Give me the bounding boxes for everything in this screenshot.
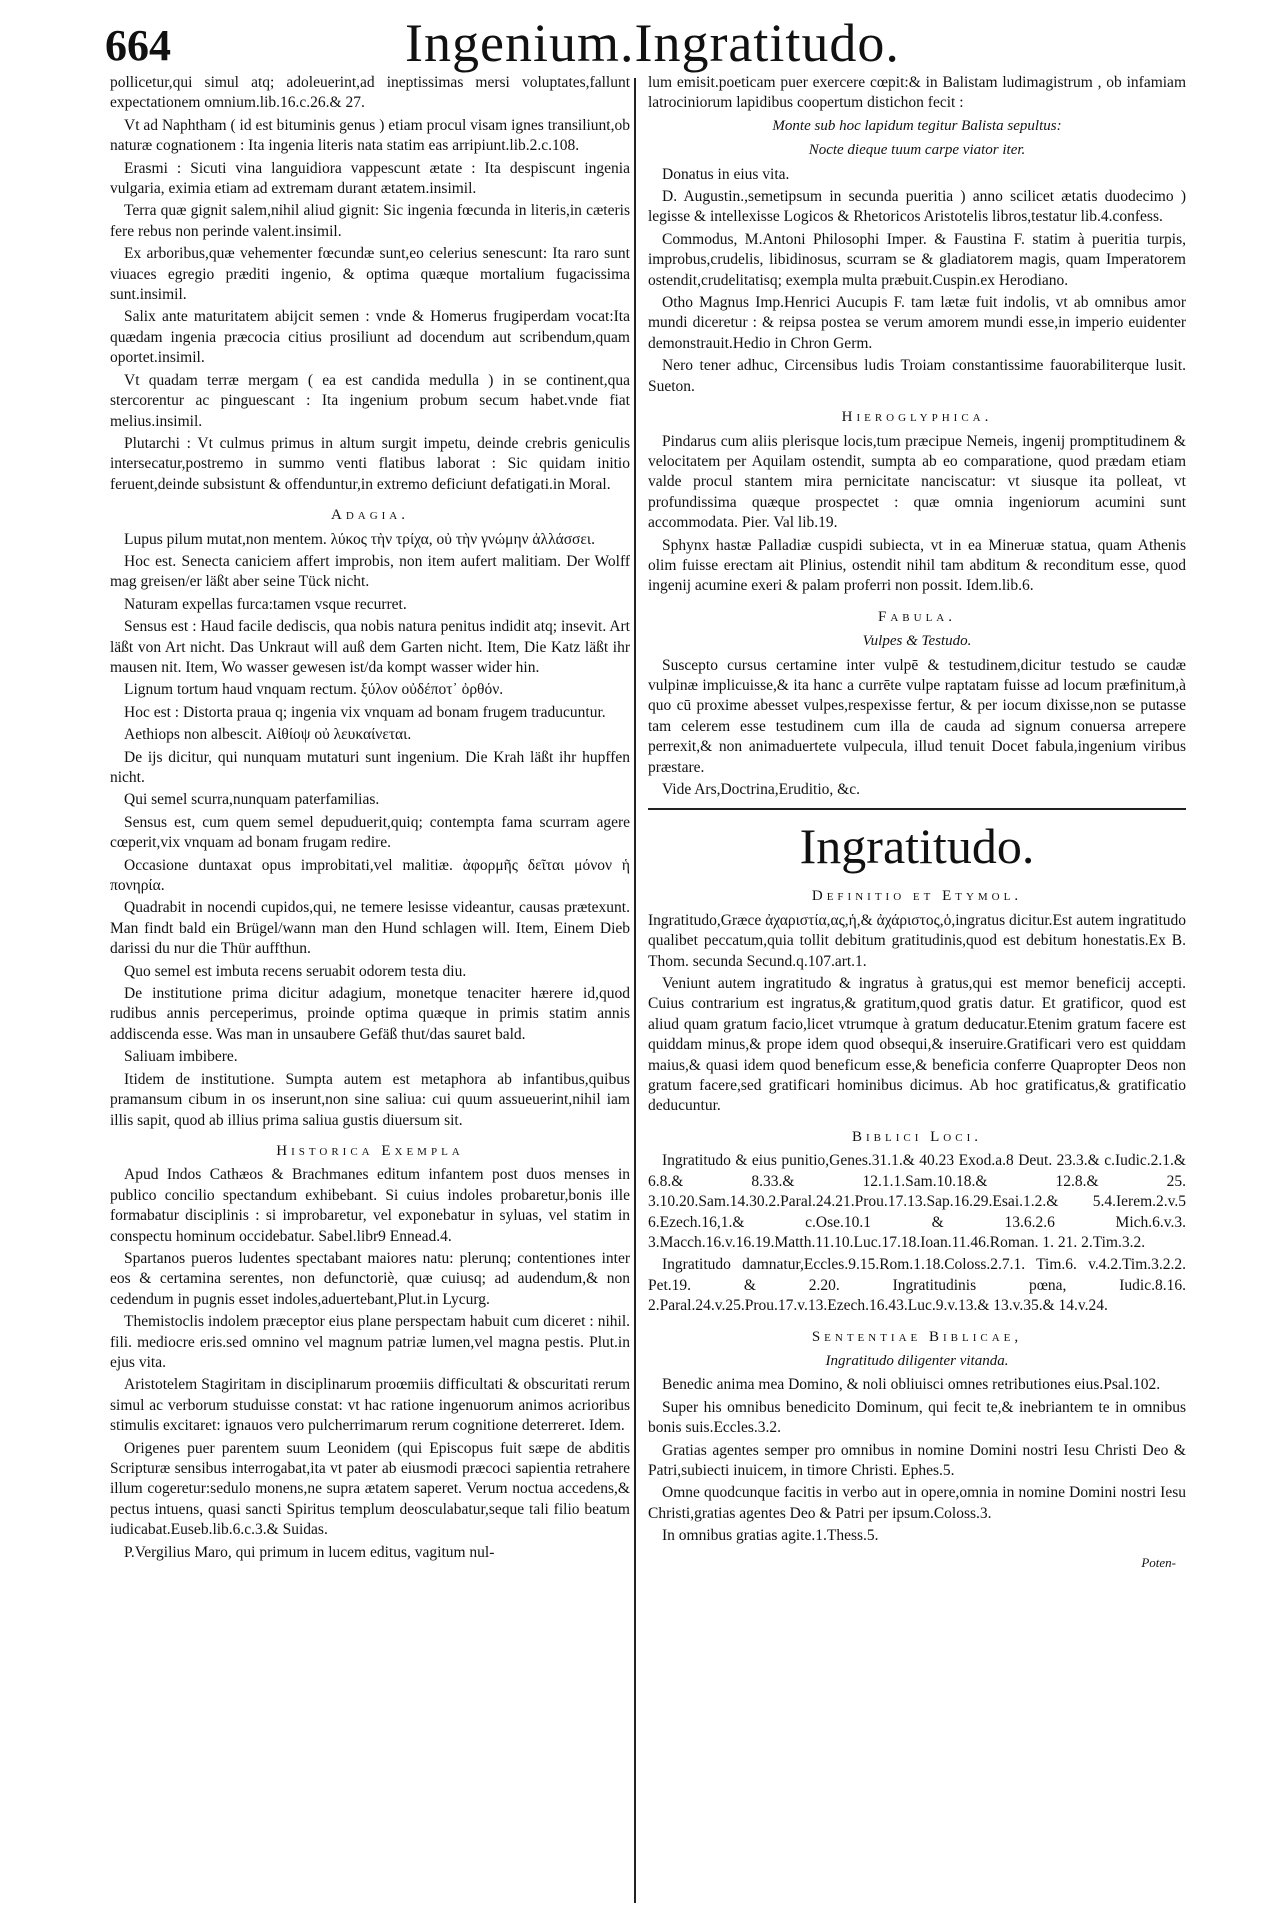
- section-heading-sententiae: Sententiae Biblicae,: [811, 1328, 1023, 1345]
- right-column: [648, 73, 1186, 1903]
- paragraph: Vt quadam terræ mergam ( ea est candida medulla ) in se continent,qua stercorentur ac pinguescant : Ita ingenium probum secum habet.vnde fiat melius.insimil.: [110, 371, 630, 430]
- section-subheading: Vulpes & Testudo.: [862, 633, 972, 650]
- paragraph: Vide Ars,Doctrina,Eruditio, &c.: [662, 781, 860, 798]
- paragraph: Erasmi : Sicuti vina languidiora vappescunt ætate : Ita despiscunt ingenia vulgaria, eximia etiam ad extremam durant ætatem.insimil.: [110, 159, 630, 198]
- paragraph: Omne quodcunque facitis in verbo aut in opere,omnia in nomine Domini nostri Iesu Christi,gratias agentes Deo & Patri per ipsum.Coloss.3.: [648, 1484, 1186, 1522]
- catchword: Poten-: [1141, 1554, 1176, 1570]
- section-heading-adagia: Adagia.: [330, 507, 410, 524]
- paragraph: Itidem de institutione. Sumpta autem est metaphora ab infantibus,quibus pramansum cibum in os inserunt,non sine saliua: cui quum assueuerint,nihil iam illis sapit, quod ab illius prima saliua gustis diuersum sit.: [110, 1070, 630, 1129]
- paragraph: Otho Magnus Imp.Henrici Aucupis F. tam lætæ fuit indolis, vt ab omnibus amor mundi diceretur : & reipsa postea se verum amorem mundi esse,in imperio euidenter demonstrauit.Hedio in Chron Germ.: [648, 294, 1186, 352]
- paragraph: Pindarus cum aliis plerisque locis,tum præcipue Nemeis, ingenij promptitudinem & velocitatem per Aquilam ostendit, sumpta ab eo comparatione, quod prædam etiam valde procul stantem mira pernicitate nanciscatur: vt siusque ita polleat, vt profundissima quæque prospectet : quæ omnia ingeniorum acumini sunt accommodata. Pier. Val lib.19.: [648, 432, 1186, 532]
- paragraph: Aethiops non albescit. Αἰθίοψ οὐ λευκαίνεται.: [124, 726, 412, 744]
- column-divider: [634, 78, 636, 1903]
- paragraph: Hoc est. Senecta caniciem affert improbis, non item aufert malitiam. Der Wolff mag greisen/er läßt aber seine Tück nicht.: [110, 552, 630, 591]
- section-rule: [648, 808, 1186, 810]
- paragraph: Sphynx hastæ Palladiæ cuspidi subiecta, vt in ea Mineruæ statua, quam Athenis olim fuisse erectam ait Plinius, ostendit nihil tam abditum & reconditum esse, quod ingenij acumine exeri & palam proferri non possit. Idem.lib.6.: [648, 536, 1186, 595]
- paragraph: Super his omnibus benedicito Dominum, qui fecit te,& inebriantem te in omnibus bonis suis.Eccles.3.2.: [648, 1398, 1186, 1437]
- paragraph: D. Augustin.,semetipsum in secunda pueritia ) anno scilicet ætatis duodecimo ) legisse & intellexisse Logicos & Rhetoricos Aristotelis libros,testatur lib.4.confess.: [648, 188, 1186, 226]
- verse-line: Nocte dieque tuum carpe viator iter.: [808, 142, 1026, 159]
- section-heading-biblici: Biblici Loci.: [852, 1128, 982, 1145]
- paragraph: Ingratitudo,Græce ἀχαριστία,ας,ἡ,& ἀχάριστος,ὁ,ingratus dicitur.Est autem ingratitudo qualibet peccatum,quia tollit debitum gratitudinis,quod est debitum honestatis.Ex B. Thom. secunda Secund.q.107.art.1.: [648, 911, 1186, 970]
- paragraph: Donatus in eius vita.: [662, 165, 790, 183]
- left-column: [110, 73, 630, 1903]
- paragraph: Gratias agentes semper pro omnibus in nomine Domini nostri Iesu Christi Deo & Patri,subiecti inuicem, in timore Christi. Ephes.5.: [648, 1441, 1186, 1479]
- paragraph: Veniunt autem ingratitudo & ingratus à gratus,qui est memor beneficij accepti. Cuius contrarium est ingratus,& gratitum,quod gratis datur. Et gratificor, quod est aliud quam gratum facio,licet vtrumque à gratum deducatur.Etenim gratum facere est quiddam minus,& prope idem quod obsequi,& inseruire.Gratificari vero est quiddam maius,& quasi idem quod beneficum esse,& beneficia conferre Quapropter Deos non gratum facere,sed gratificari hominibus dicimus. Ab hoc gratificatus,& gratificatio deducuntur.: [648, 975, 1186, 1115]
- paragraph: Salix ante maturitatem abijcit semen : vnde & Homerus frugiperdam vocat:Ita quædam ingenia præcocia citius prosiliunt ad docendum aut scribendum,quam oportet.insimil.: [110, 308, 630, 367]
- paragraph: Lupus pilum mutat,non mentem. λύκος τὴν τρίχα, οὐ τὴν γνώμην ἀλλάσσει.: [124, 530, 595, 548]
- paragraph: De ijs dicitur, qui nunquam mutaturi sunt ingenium. Die Krah läßt ihr hupffen nicht.: [110, 748, 630, 786]
- paragraph: Quo semel est imbuta recens seruabit odorem testa diu.: [124, 962, 467, 980]
- paragraph: Hoc est : Distorta praua q; ingenia vix vnquam ad bonam frugem traducuntur.: [124, 703, 606, 721]
- paragraph: Aristotelem Stagiritam in disciplinarum proœmiis difficultati & obscuritati rerum simul ac verborum studuisse constat: vt hac ratione ingenuorum animos acrioribus stimulis excitaret: ignauos vero pulcherrimarum rerum cognitione deterreret. Idem.: [110, 1376, 630, 1435]
- paragraph: Terra quæ gignit salem,nihil aliud gignit: Sic ingenia fœcunda in literis,in cæteris fere rebus non perinde valent.insimil.: [110, 202, 630, 240]
- page-number: 664: [105, 21, 171, 70]
- section-heading-historica: Historica Exempla: [276, 1142, 464, 1159]
- running-title: Ingenium.Ingratitudo.: [405, 13, 900, 73]
- paragraph: Benedic anima mea Domino, & noli obliuisci omnes retributiones eius.Psal.102.: [662, 1376, 1161, 1394]
- paragraph: Sensus est, cum quem semel depuduerit,quiq; contempta fama scurram agere cœperit,vix vnquam ad bonam frugam redire.: [110, 813, 630, 852]
- paragraph: Themistoclis indolem præceptor eius plane perspectam habuit cum diceret : nihil. fili. mediocre eris.sed omnino vel magnum patriæ lumen,vel magna pestis. Plut.in ejus vita.: [110, 1313, 630, 1371]
- paragraph: Ex arboribus,quæ vehementer fœcundæ sunt,eo celerius senescunt: Ita raro sunt viuaces egregio præditi ingenio, & optima quæque mortalium fugacissima sunt.insimil.: [110, 245, 630, 304]
- paragraph: Naturam expellas furca:tamen vsque recurret.: [124, 595, 407, 613]
- paragraph: Vt ad Naphtham ( id est bituminis genus ) etiam procul visam ignes transiliunt,ob naturæ cognationem : Ita ingenia literis nata statim eas arripiunt.lib.2.c.108.: [110, 116, 630, 155]
- paragraph: Quadrabit in nocendi cupidos,qui, ne temere lesisse videantur, causas prætexunt. Man findt bald ein Brügel/wann man den Hund schlagen will. Item, Einem Dieb darissi du nur die Thür auffthun.: [110, 899, 630, 958]
- paragraph: Sensus est : Haud facile dediscis, qua nobis natura penitus indidit atq; insevit. Art läßt von Art nicht. Das Unkraut will auß dem Garten nicht. Item, Die Katz läßt ihr mausen nit. Item, Wo wasser gewesen ist/da kompt wasser wider hin.: [110, 618, 630, 676]
- paragraph: Saliuam imbibere.: [124, 1048, 238, 1066]
- paragraph: Origenes puer parentem suum Leonidem (qui Episcopus fuit sæpe de abditis Scripturæ sensibus interrogabat,ita vt pater ab eiusmodi præcoci sapientia retrahere illum cogeretur:sedulo monens,ne supra ætatem saperet. Verum noctua accedens,& pectus intuens, quasi sancti Spiritus templum deosculabatur,seque tali filio beatum iudicabat.Euseb.lib.6.c.3.& Suidas.: [110, 1439, 630, 1539]
- paragraph: Apud Indos Cathæos & Brachmanes editum infantem post duos menses in publico concilio spectandum exhibebant. Si cuius indoles probaretur,bonis ille formabatur disciplinis : si improbaretur, vel exponebatur in syluas, vel statim in conspectu hominum occidebatur. Sabel.libr9 Ennead.4.: [110, 1166, 630, 1245]
- paragraph: P.Vergilius Maro, qui primum in lucem editus, vagitum nul-: [124, 1543, 495, 1561]
- section-heading-hieroglyphica: Hieroglyphica.: [841, 409, 993, 426]
- paragraph: In omnibus gratias agite.1.Thess.5.: [662, 1527, 879, 1545]
- paragraph: Ingratitudo & eius punitio,Genes.31.1.& 40.23 Exod.a.8 Deut. 23.3.& c.Iudic.2.1.& 6.8.& 8.33.& 12.1.1.Sam.10.18.& 12.8.& 25. 3.10.20.Sam.14.30.2.Paral.24.21.Prou.17.13.Sap.16.29.Esai.1.2.& 5.4.Ierem.2.v.5 6.Ezech.16,1.& c.Ose.10.1 & 13.6.2.6 Mich.6.v.3. 3.Macch.16.v.16.19.Matth.11.10.Luc.17.18.Ioan.11.46.Roman. 1. 21. 2.Tim.3.2.: [648, 1152, 1186, 1251]
- paragraph: De institutione prima dicitur adagium, monetque tenaciter hærere id,quod rudibus annis perceperimus, proinde optima quæque in primis statim annis addiscenda esse. Was man in unsaubere Gefäß thut/das sauret bald.: [110, 985, 630, 1043]
- paragraph: Ingratitudo damnatur,Eccles.9.15.Rom.1.18.Coloss.2.7.1. Tim.6. v.4.2.Tim.3.2.2. Pet.19. & 2.20. Ingratitudinis pœna, Iudic.8.16. 2.Paral.24.v.25.Prou.17.v.13.Ezech.16.43.Luc.9.v.13.& 13.v.35.& 14.v.24.: [648, 1256, 1186, 1315]
- section-subheading: Ingratitudo diligenter vitanda.: [825, 1352, 1009, 1369]
- section-heading-definitio: Definitio et Etymol.: [811, 888, 1023, 905]
- verse-line: Monte sub hoc lapidum tegitur Balista sepultus:: [772, 117, 1062, 134]
- paragraph: Occasione duntaxat opus improbitati,vel malitiæ. ἀφορμῆς δεῖται μόνον ἡ πονηρία.: [110, 856, 630, 895]
- paragraph: Lignum tortum haud vnquam rectum. ξύλον οὐδέποτ᾽ ὀρθόν.: [124, 681, 504, 699]
- paragraph: Spartanos pueros ludentes spectabant maiores natu: plerunq; contentiones inter eos & certamina serentes, non defunctoriè, quæ cuiusq; ad audendum,& non cedendum in pugnis esset indoles,aduertebant,Plut.in Lycurg.: [110, 1249, 630, 1308]
- paragraph: Suscepto cursus certamine inter vulpē & testudinem,dicitur testudo se caudæ vulpinæ implicuisse,& ita hanc a currēte vulpe raptatam fuisse ad locum præfinitum,à quo cū proxime abesset vulpes,respexisse fertur, & per iocum dixisse,non se putasse tam celerem esse testudinem cum illa de cauda ad signum conuersa arrepere perrexit,& non animaduertete vulpecula, illud tenuit Docet fabula,ingenium viribus præstare.: [648, 656, 1186, 776]
- page-header: [105, 12, 1205, 73]
- paragraph: Commodus, M.Antoni Philosophi Imper. & Faustina F. statim à pueritia turpis, improbus,crudelis, libidinosus, scurram se & gladiatorem magis, quam Imperatorem ostendit,crudelitatisq; exempla multa præbuit.Cuspin.ex Herodiano.: [648, 230, 1186, 289]
- paragraph: Nero tener adhuc, Circensibus ludis Troiam constantissime fauorabiliterque lusit. Sueton.: [648, 357, 1186, 395]
- paragraph: Plutarchi : Vt culmus primus in altum surgit impetu, deinde crebris geniculis intersecatur,postremo in summo venti flatibus laborat : Sic quidam initio feruent,deinde subsistunt & offenduntur,in extremo deficiunt defatigati.in Moral.: [110, 434, 630, 493]
- paragraph: Qui semel scurra,nunquam paterfamilias.: [124, 791, 380, 809]
- paragraph: pollicetur,qui simul atq; adoleuerint,ad ineptissimas mersi voluptates,fallunt expectationem omnium.lib.16.c.26.& 27.: [110, 74, 630, 112]
- chapter-title: Ingratitudo.: [799, 818, 1035, 875]
- paragraph: lum emisit.poeticam puer exercere cœpit:& in Balistam ludimagistrum , ob infamiam latrociniorum lapidibus coopertum distichon fecit :: [648, 74, 1186, 112]
- section-heading-fabula: Fabula.: [878, 608, 956, 625]
